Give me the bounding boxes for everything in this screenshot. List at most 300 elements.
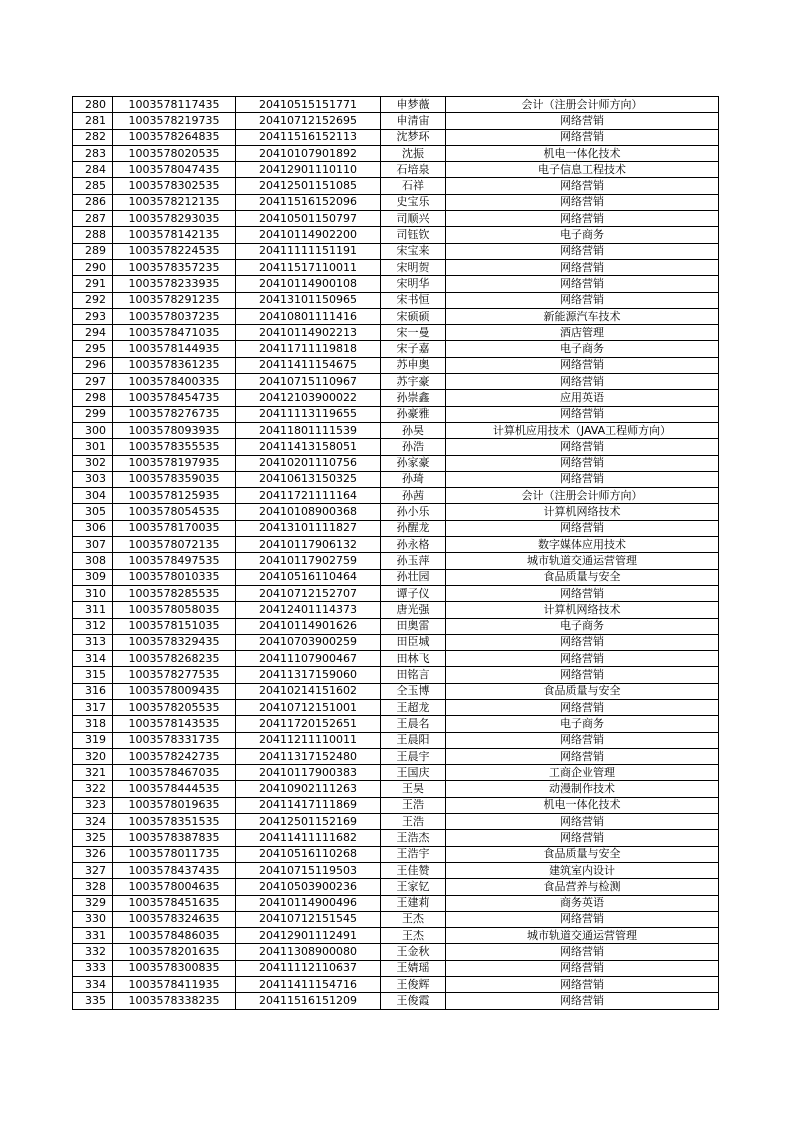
exam-number-cell: 1003578486035 <box>113 928 236 944</box>
table-row <box>73 145 719 161</box>
row-number-cell: 302 <box>73 455 113 471</box>
table-row <box>73 292 719 308</box>
table-row <box>73 862 719 878</box>
exam-number-cell: 1003578201635 <box>113 944 236 960</box>
table-row <box>73 928 719 944</box>
major-cell: 网络营销 <box>446 814 719 830</box>
table-row <box>73 716 719 732</box>
row-number-cell: 322 <box>73 781 113 797</box>
major-cell: 数字媒体应用技术 <box>446 537 719 553</box>
exam-number-cell: 1003578293035 <box>113 211 236 227</box>
student-id-cell: 20411308900080 <box>236 944 381 960</box>
student-name-cell: 沈梦环 <box>381 129 446 145</box>
row-number-cell: 308 <box>73 553 113 569</box>
student-name-cell: 宋硕硕 <box>381 308 446 324</box>
row-number-cell: 296 <box>73 357 113 373</box>
student-id-cell: 20412401114373 <box>236 602 381 618</box>
row-number-cell: 330 <box>73 911 113 927</box>
student-name-cell: 孙豪雅 <box>381 406 446 422</box>
table-row <box>73 194 719 210</box>
major-cell: 机电一体化技术 <box>446 797 719 813</box>
major-cell: 会计（注册会计师方向） <box>446 488 719 504</box>
student-id-cell: 20410715119503 <box>236 862 381 878</box>
student-name-cell: 石培泉 <box>381 162 446 178</box>
row-number-cell: 318 <box>73 716 113 732</box>
student-id-cell: 20411113119655 <box>236 406 381 422</box>
table-row <box>73 455 719 471</box>
exam-number-cell: 1003578242735 <box>113 748 236 764</box>
exam-number-cell: 1003578020535 <box>113 145 236 161</box>
major-cell: 电子商务 <box>446 618 719 634</box>
table-row <box>73 993 719 1009</box>
student-name-cell: 田臣城 <box>381 634 446 650</box>
table-row <box>73 960 719 976</box>
exam-number-cell: 1003578277535 <box>113 667 236 683</box>
row-number-cell: 320 <box>73 748 113 764</box>
student-name-cell: 田铭言 <box>381 667 446 683</box>
exam-number-cell: 1003578329435 <box>113 634 236 650</box>
student-name-cell: 孙崇鑫 <box>381 390 446 406</box>
major-cell: 网络营销 <box>446 748 719 764</box>
row-number-cell: 300 <box>73 422 113 438</box>
exam-number-cell: 1003578011735 <box>113 846 236 862</box>
table-row <box>73 911 719 927</box>
exam-number-cell: 1003578285535 <box>113 585 236 601</box>
student-name-cell: 王杰 <box>381 928 446 944</box>
student-name-cell: 王建莉 <box>381 895 446 911</box>
student-id-cell: 20410902111263 <box>236 781 381 797</box>
table-row <box>73 308 719 324</box>
student-id-cell: 20411516151209 <box>236 993 381 1009</box>
exam-number-cell: 1003578451635 <box>113 895 236 911</box>
student-id-cell: 20410214151602 <box>236 683 381 699</box>
table-row <box>73 129 719 145</box>
exam-number-cell: 1003578454735 <box>113 390 236 406</box>
student-id-cell: 20411317159060 <box>236 667 381 683</box>
major-cell: 网络营销 <box>446 406 719 422</box>
student-id-cell: 20410516110464 <box>236 569 381 585</box>
student-id-cell: 20411721111164 <box>236 488 381 504</box>
student-id-cell: 20410712151545 <box>236 911 381 927</box>
row-number-cell: 327 <box>73 862 113 878</box>
major-cell: 网络营销 <box>446 911 719 927</box>
student-name-cell: 王金秋 <box>381 944 446 960</box>
row-number-cell: 335 <box>73 993 113 1009</box>
table-row <box>73 471 719 487</box>
student-name-cell: 王俊辉 <box>381 977 446 993</box>
student-id-cell: 20410801111416 <box>236 308 381 324</box>
table-row <box>73 357 719 373</box>
row-number-cell: 316 <box>73 683 113 699</box>
row-number-cell: 315 <box>73 667 113 683</box>
student-name-cell: 孙昊 <box>381 422 446 438</box>
row-number-cell: 307 <box>73 537 113 553</box>
row-number-cell: 301 <box>73 439 113 455</box>
student-id-cell: 20410114900108 <box>236 276 381 292</box>
student-name-cell: 仝玉博 <box>381 683 446 699</box>
student-id-cell: 20411107900467 <box>236 651 381 667</box>
table-row <box>73 211 719 227</box>
student-name-cell: 王杰 <box>381 911 446 927</box>
row-number-cell: 329 <box>73 895 113 911</box>
row-number-cell: 288 <box>73 227 113 243</box>
table-row <box>73 602 719 618</box>
major-cell: 网络营销 <box>446 651 719 667</box>
major-cell: 会计（注册会计师方向） <box>446 97 719 113</box>
table-row <box>73 699 719 715</box>
row-number-cell: 289 <box>73 243 113 259</box>
student-name-cell: 王浩宇 <box>381 846 446 862</box>
major-cell: 建筑室内设计 <box>446 862 719 878</box>
exam-number-cell: 1003578268235 <box>113 651 236 667</box>
table-row <box>73 341 719 357</box>
student-id-cell: 20410712152695 <box>236 113 381 129</box>
exam-number-cell: 1003578276735 <box>113 406 236 422</box>
exam-number-cell: 1003578037235 <box>113 308 236 324</box>
exam-number-cell: 1003578117435 <box>113 97 236 113</box>
row-number-cell: 321 <box>73 765 113 781</box>
major-cell: 食品质量与安全 <box>446 683 719 699</box>
student-name-cell: 苏宇豪 <box>381 374 446 390</box>
table-row <box>73 846 719 862</box>
exam-number-cell: 1003578019635 <box>113 797 236 813</box>
student-id-cell: 20411211110011 <box>236 732 381 748</box>
major-cell: 网络营销 <box>446 292 719 308</box>
student-id-cell: 20412103900022 <box>236 390 381 406</box>
student-id-cell: 20412901112491 <box>236 928 381 944</box>
table-body <box>73 97 719 1010</box>
row-number-cell: 287 <box>73 211 113 227</box>
exam-number-cell: 1003578219735 <box>113 113 236 129</box>
major-cell: 网络营销 <box>446 732 719 748</box>
student-name-cell: 田奥雷 <box>381 618 446 634</box>
exam-number-cell: 1003578444535 <box>113 781 236 797</box>
table-row <box>73 520 719 536</box>
major-cell: 网络营销 <box>446 194 719 210</box>
table-row <box>73 765 719 781</box>
row-number-cell: 312 <box>73 618 113 634</box>
row-number-cell: 291 <box>73 276 113 292</box>
student-id-cell: 20413101111827 <box>236 520 381 536</box>
table-row <box>73 243 719 259</box>
table-row <box>73 814 719 830</box>
student-id-cell: 20411516152096 <box>236 194 381 210</box>
student-name-cell: 申梦薇 <box>381 97 446 113</box>
student-name-cell: 史宝乐 <box>381 194 446 210</box>
student-id-cell: 20410712152707 <box>236 585 381 601</box>
student-name-cell: 孙茜 <box>381 488 446 504</box>
major-cell: 应用英语 <box>446 390 719 406</box>
major-cell: 食品质量与安全 <box>446 569 719 585</box>
student-name-cell: 宋子嘉 <box>381 341 446 357</box>
table-row <box>73 390 719 406</box>
student-name-cell: 孙家豪 <box>381 455 446 471</box>
major-cell: 网络营销 <box>446 243 719 259</box>
major-cell: 网络营销 <box>446 374 719 390</box>
table-row <box>73 422 719 438</box>
exam-number-cell: 1003578338235 <box>113 993 236 1009</box>
major-cell: 网络营销 <box>446 944 719 960</box>
student-id-cell: 20411516152113 <box>236 129 381 145</box>
major-cell: 网络营销 <box>446 520 719 536</box>
table-row <box>73 97 719 113</box>
row-number-cell: 333 <box>73 960 113 976</box>
table-row <box>73 259 719 275</box>
exam-number-cell: 1003578233935 <box>113 276 236 292</box>
student-id-cell: 20411720152651 <box>236 716 381 732</box>
row-number-cell: 299 <box>73 406 113 422</box>
table-row <box>73 944 719 960</box>
exam-number-cell: 1003578047435 <box>113 162 236 178</box>
student-id-cell: 20410117902759 <box>236 553 381 569</box>
student-name-cell: 沈振 <box>381 145 446 161</box>
table-row <box>73 276 719 292</box>
row-number-cell: 309 <box>73 569 113 585</box>
exam-number-cell: 1003578497535 <box>113 553 236 569</box>
student-name-cell: 唐光强 <box>381 602 446 618</box>
row-number-cell: 313 <box>73 634 113 650</box>
major-cell: 网络营销 <box>446 977 719 993</box>
student-id-cell: 20411317152480 <box>236 748 381 764</box>
exam-number-cell: 1003578387835 <box>113 830 236 846</box>
table-row <box>73 178 719 194</box>
student-name-cell: 宋书恒 <box>381 292 446 308</box>
table-row <box>73 553 719 569</box>
student-name-cell: 孙琦 <box>381 471 446 487</box>
row-number-cell: 328 <box>73 879 113 895</box>
student-name-cell: 王国庆 <box>381 765 446 781</box>
major-cell: 机电一体化技术 <box>446 145 719 161</box>
table-row <box>73 162 719 178</box>
table-row <box>73 634 719 650</box>
student-name-cell: 宋明华 <box>381 276 446 292</box>
table-row <box>73 797 719 813</box>
student-name-cell: 宋宝来 <box>381 243 446 259</box>
exam-number-cell: 1003578197935 <box>113 455 236 471</box>
row-number-cell: 281 <box>73 113 113 129</box>
student-id-cell: 20411417111869 <box>236 797 381 813</box>
major-cell: 工商企业管理 <box>446 765 719 781</box>
student-id-cell: 20413101150965 <box>236 292 381 308</box>
major-cell: 网络营销 <box>446 634 719 650</box>
student-id-cell: 20410703900259 <box>236 634 381 650</box>
exam-number-cell: 1003578302535 <box>113 178 236 194</box>
student-id-cell: 20410613150325 <box>236 471 381 487</box>
table-row <box>73 977 719 993</box>
student-name-cell: 王超龙 <box>381 699 446 715</box>
row-number-cell: 334 <box>73 977 113 993</box>
major-cell: 食品营养与检测 <box>446 879 719 895</box>
student-id-cell: 20410114900496 <box>236 895 381 911</box>
exam-number-cell: 1003578411935 <box>113 977 236 993</box>
table-row <box>73 879 719 895</box>
exam-number-cell: 1003578142135 <box>113 227 236 243</box>
student-name-cell: 申清宙 <box>381 113 446 129</box>
table-row <box>73 651 719 667</box>
row-number-cell: 285 <box>73 178 113 194</box>
major-cell: 网络营销 <box>446 178 719 194</box>
student-id-cell: 20411411154716 <box>236 977 381 993</box>
student-name-cell: 王浩杰 <box>381 830 446 846</box>
major-cell: 计算机应用技术（JAVA工程师方向） <box>446 422 719 438</box>
exam-number-cell: 1003578212135 <box>113 194 236 210</box>
student-id-cell: 20411112110637 <box>236 960 381 976</box>
exam-number-cell: 1003578009435 <box>113 683 236 699</box>
student-id-cell: 20410501150797 <box>236 211 381 227</box>
student-name-cell: 王佳赞 <box>381 862 446 878</box>
student-id-cell: 20411711119818 <box>236 341 381 357</box>
row-number-cell: 332 <box>73 944 113 960</box>
exam-number-cell: 1003578205535 <box>113 699 236 715</box>
student-name-cell: 谭子仪 <box>381 585 446 601</box>
student-id-cell: 20410117900383 <box>236 765 381 781</box>
table-row <box>73 537 719 553</box>
table-row <box>73 895 719 911</box>
table-row <box>73 406 719 422</box>
major-cell: 食品质量与安全 <box>446 846 719 862</box>
exam-number-cell: 1003578361235 <box>113 357 236 373</box>
table-row <box>73 667 719 683</box>
student-id-cell: 20410108900368 <box>236 504 381 520</box>
major-cell: 网络营销 <box>446 667 719 683</box>
row-number-cell: 295 <box>73 341 113 357</box>
student-name-cell: 王俊霞 <box>381 993 446 1009</box>
row-number-cell: 319 <box>73 732 113 748</box>
major-cell: 电子商务 <box>446 341 719 357</box>
major-cell: 酒店管理 <box>446 325 719 341</box>
student-name-cell: 王晨名 <box>381 716 446 732</box>
major-cell: 网络营销 <box>446 211 719 227</box>
row-number-cell: 331 <box>73 928 113 944</box>
student-id-cell: 20410712151001 <box>236 699 381 715</box>
student-name-cell: 王婧瑶 <box>381 960 446 976</box>
row-number-cell: 290 <box>73 259 113 275</box>
exam-number-cell: 1003578400335 <box>113 374 236 390</box>
student-name-cell: 石祥 <box>381 178 446 194</box>
exam-number-cell: 1003578291235 <box>113 292 236 308</box>
major-cell: 城市轨道交通运营管理 <box>446 553 719 569</box>
major-cell: 网络营销 <box>446 113 719 129</box>
exam-number-cell: 1003578357235 <box>113 259 236 275</box>
student-name-cell: 孙壮园 <box>381 569 446 585</box>
student-name-cell: 王家钇 <box>381 879 446 895</box>
student-id-cell: 20411411154675 <box>236 357 381 373</box>
major-cell: 网络营销 <box>446 471 719 487</box>
major-cell: 电子商务 <box>446 227 719 243</box>
student-name-cell: 王晨宇 <box>381 748 446 764</box>
exam-number-cell: 1003578054535 <box>113 504 236 520</box>
student-id-cell: 20411411111682 <box>236 830 381 846</box>
student-name-cell: 田林飞 <box>381 651 446 667</box>
row-number-cell: 293 <box>73 308 113 324</box>
major-cell: 计算机网络技术 <box>446 504 719 520</box>
row-number-cell: 282 <box>73 129 113 145</box>
table-row <box>73 683 719 699</box>
student-name-cell: 宋明贺 <box>381 259 446 275</box>
table-row <box>73 732 719 748</box>
major-cell: 网络营销 <box>446 357 719 373</box>
student-id-cell: 20412501151085 <box>236 178 381 194</box>
major-cell: 网络营销 <box>446 993 719 1009</box>
exam-number-cell: 1003578010335 <box>113 569 236 585</box>
student-list-table <box>72 96 719 1010</box>
student-id-cell: 20410114901626 <box>236 618 381 634</box>
student-name-cell: 孙醒龙 <box>381 520 446 536</box>
student-id-cell: 20410114902213 <box>236 325 381 341</box>
student-name-cell: 王昊 <box>381 781 446 797</box>
row-number-cell: 298 <box>73 390 113 406</box>
major-cell: 新能源汽车技术 <box>446 308 719 324</box>
student-name-cell: 司钰钦 <box>381 227 446 243</box>
table-row <box>73 830 719 846</box>
table-row <box>73 488 719 504</box>
major-cell: 商务英语 <box>446 895 719 911</box>
exam-number-cell: 1003578093935 <box>113 422 236 438</box>
student-name-cell: 孙永格 <box>381 537 446 553</box>
table-row <box>73 439 719 455</box>
major-cell: 网络营销 <box>446 259 719 275</box>
table-row <box>73 227 719 243</box>
student-id-cell: 20410515151771 <box>236 97 381 113</box>
major-cell: 电子信息工程技术 <box>446 162 719 178</box>
exam-number-cell: 1003578151035 <box>113 618 236 634</box>
table-row <box>73 569 719 585</box>
student-id-cell: 20410107901892 <box>236 145 381 161</box>
exam-number-cell: 1003578471035 <box>113 325 236 341</box>
exam-number-cell: 1003578300835 <box>113 960 236 976</box>
major-cell: 网络营销 <box>446 129 719 145</box>
table-row <box>73 325 719 341</box>
major-cell: 网络营销 <box>446 830 719 846</box>
exam-number-cell: 1003578359035 <box>113 471 236 487</box>
row-number-cell: 292 <box>73 292 113 308</box>
table-row <box>73 504 719 520</box>
row-number-cell: 284 <box>73 162 113 178</box>
student-id-cell: 20410715110967 <box>236 374 381 390</box>
row-number-cell: 305 <box>73 504 113 520</box>
student-name-cell: 王晨阳 <box>381 732 446 748</box>
exam-number-cell: 1003578324635 <box>113 911 236 927</box>
exam-number-cell: 1003578004635 <box>113 879 236 895</box>
student-id-cell: 20410516110268 <box>236 846 381 862</box>
exam-number-cell: 1003578144935 <box>113 341 236 357</box>
row-number-cell: 325 <box>73 830 113 846</box>
table-row <box>73 781 719 797</box>
exam-number-cell: 1003578125935 <box>113 488 236 504</box>
row-number-cell: 303 <box>73 471 113 487</box>
major-cell: 网络营销 <box>446 276 719 292</box>
table-row <box>73 618 719 634</box>
student-id-cell: 20411111151191 <box>236 243 381 259</box>
row-number-cell: 297 <box>73 374 113 390</box>
exam-number-cell: 1003578264835 <box>113 129 236 145</box>
major-cell: 网络营销 <box>446 585 719 601</box>
major-cell: 城市轨道交通运营管理 <box>446 928 719 944</box>
exam-number-cell: 1003578072135 <box>113 537 236 553</box>
table-row <box>73 113 719 129</box>
student-id-cell: 20410201110756 <box>236 455 381 471</box>
exam-number-cell: 1003578170035 <box>113 520 236 536</box>
exam-number-cell: 1003578467035 <box>113 765 236 781</box>
student-id-cell: 20410114902200 <box>236 227 381 243</box>
table-row <box>73 585 719 601</box>
student-id-cell: 20411801111539 <box>236 422 381 438</box>
row-number-cell: 314 <box>73 651 113 667</box>
student-name-cell: 王浩 <box>381 797 446 813</box>
major-cell: 电子商务 <box>446 716 719 732</box>
student-id-cell: 20411517110011 <box>236 259 381 275</box>
student-name-cell: 孙浩 <box>381 439 446 455</box>
